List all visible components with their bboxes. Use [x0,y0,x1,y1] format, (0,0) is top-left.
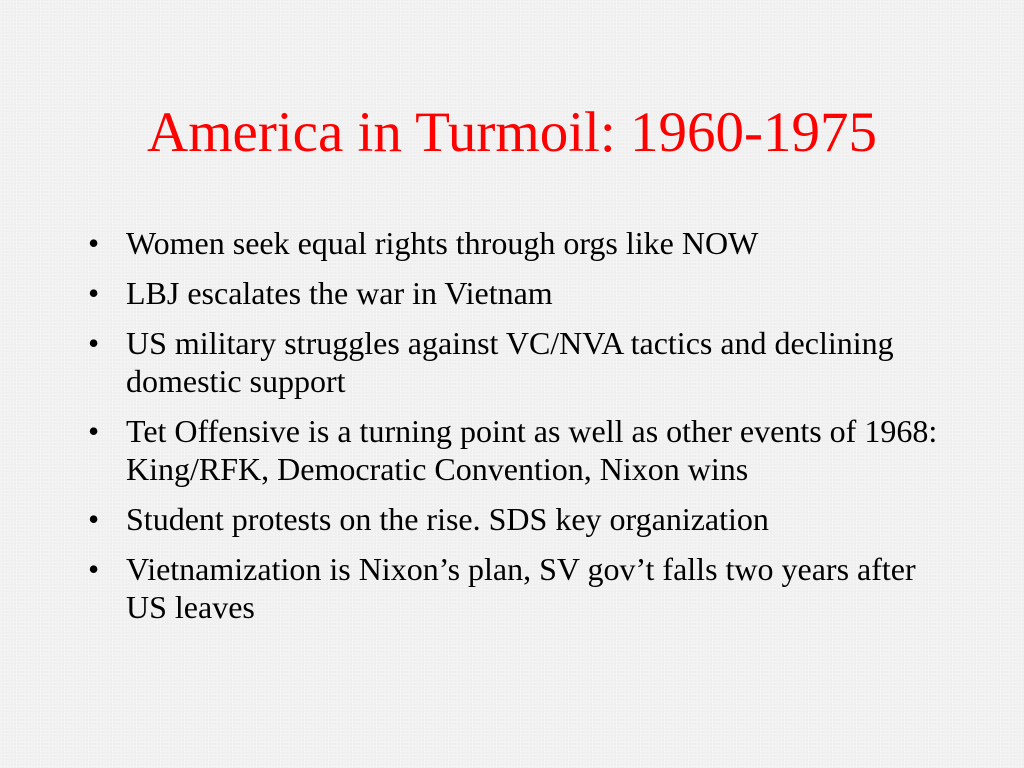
bullet-icon: • [88,413,100,449]
bullet-icon: • [88,225,100,261]
bullet-text: Vietnamization is Nixon’s plan, SV gov’t falls two years after US leaves [126,551,916,625]
bullet-text: Women seek equal rights through orgs like NOW [126,225,759,261]
bullet-text: LBJ escalates the war in Vietnam [126,275,553,311]
bullet-icon: • [88,551,100,587]
bullet-text: US military struggles against VC/NVA tactics and declining domestic support [126,325,894,399]
bullet-item [80,412,960,488]
bullet-list [80,224,960,638]
bullet-icon: • [88,325,100,361]
bullet-icon: • [88,275,100,311]
bullet-icon: • [88,501,100,537]
bullet-item [80,224,960,262]
bullet-text: Student protests on the rise. SDS key organization [126,501,769,537]
slide-title: America in Turmoil: 1960-1975 [147,101,877,164]
bullet-text: Tet Offensive is a turning point as well as other events of 1968: King/RFK, Democratic Convention, Nixon wins [126,413,938,487]
bullet-item [80,274,960,312]
bullet-item [80,500,960,538]
bullet-item [80,324,960,400]
bullet-item [80,550,960,626]
